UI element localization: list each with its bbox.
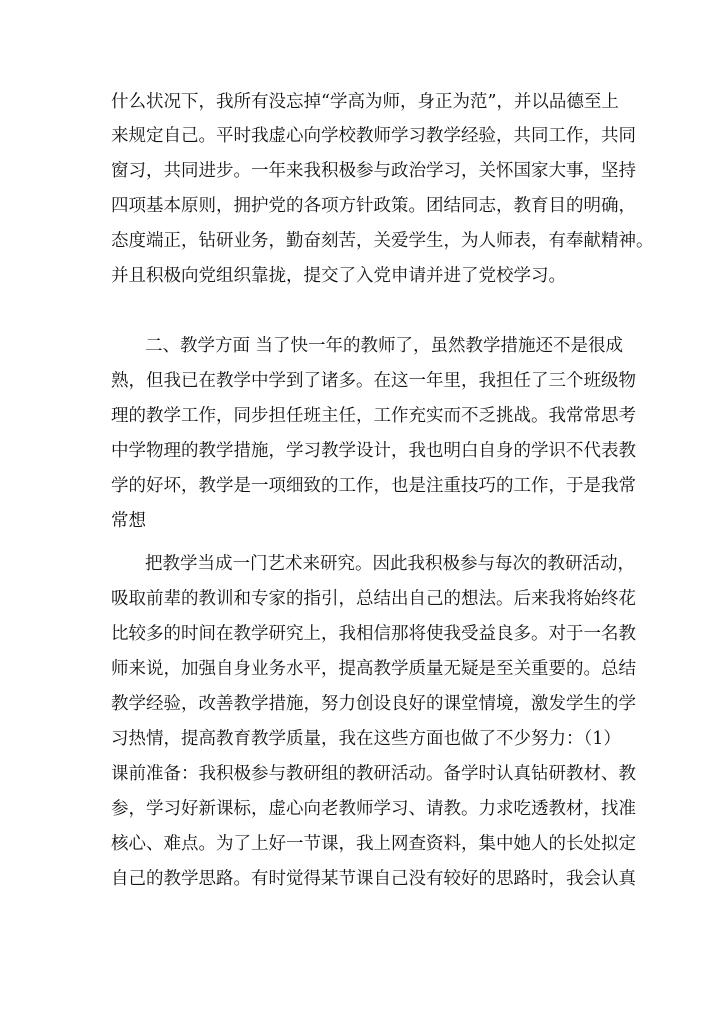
- text-line: 常想: [111, 511, 146, 531]
- text-line: 把教学当成一门艺术来研究。因此我积极参与每次的教研活动，: [145, 554, 635, 574]
- text-line: 师来说，加强自身业务水平，提高教学质量无疑是至关重要的。总结: [111, 659, 636, 679]
- text-line: 来规定自己。平时我虚心向学校教师学习教学经验，共同工作，共同: [111, 126, 636, 146]
- text-line: 熟，但我已在教学中学到了诸多。在这一年里，我担任了三个班级物: [111, 371, 636, 391]
- text-line: 窗习，共同进步。一年来我积极参与政治学习，关怀国家大事，坚持: [111, 161, 636, 181]
- text-line: 吸取前辈的教训和专家的指引，总结出自己的想法。后来我将始终花: [111, 589, 636, 609]
- text-line: 自己的教学思路。有时觉得某节课自己没有较好的思路时，我会认真: [111, 869, 636, 889]
- text-line: 课前准备：我积极参与教研组的教研活动。备学时认真钻研教材、教: [111, 764, 636, 784]
- text-line: 四项基本原则，拥护党的各项方针政策。团结同志，教育目的明确，: [111, 196, 636, 216]
- text-line: 学的好坏，教学是一项细致的工作，也是注重技巧的工作，于是我常: [111, 476, 636, 496]
- text-line: 参，学习好新课标，虚心向老教师学习、请教。力求吃透教材，找准: [111, 799, 636, 819]
- text-line: 核心、难点。为了上好一节课，我上网查资料，集中她人的长处拟定: [111, 834, 636, 854]
- text-line: 习热情，提高教育教学质量，我在这些方面也做了不少努力：（1）: [111, 729, 621, 749]
- text-line: 比较多的时间在教学研究上，我相信那将使我受益良多。对于一名教: [111, 624, 636, 644]
- text-line: 中学物理的教学措施，学习教学设计，我也明白自身的学识不代表教: [111, 441, 636, 461]
- text-line: 态度端正，钻研业务，勤奋刻苦，关爱学生，为人师表，有奉献精神。: [111, 231, 654, 251]
- text-line: 教学经验，改善教学措施，努力创设良好的课堂情境，激发学生的学: [111, 694, 636, 714]
- text-line: 并且积极向党组织靠拢，提交了入党申请并进了党校学习。: [111, 266, 566, 286]
- text-line: 理的教学工作，同步担任班主任，工作充实而不乏挑战。我常常思考: [111, 406, 636, 426]
- text-line: 什么状况下，我所有没忘掉“学高为师，身正为范”，并以品德至上: [111, 92, 619, 112]
- text-line: 二、教学方面 当了快一年的教师了，虽然教学措施还不是很成: [145, 336, 624, 356]
